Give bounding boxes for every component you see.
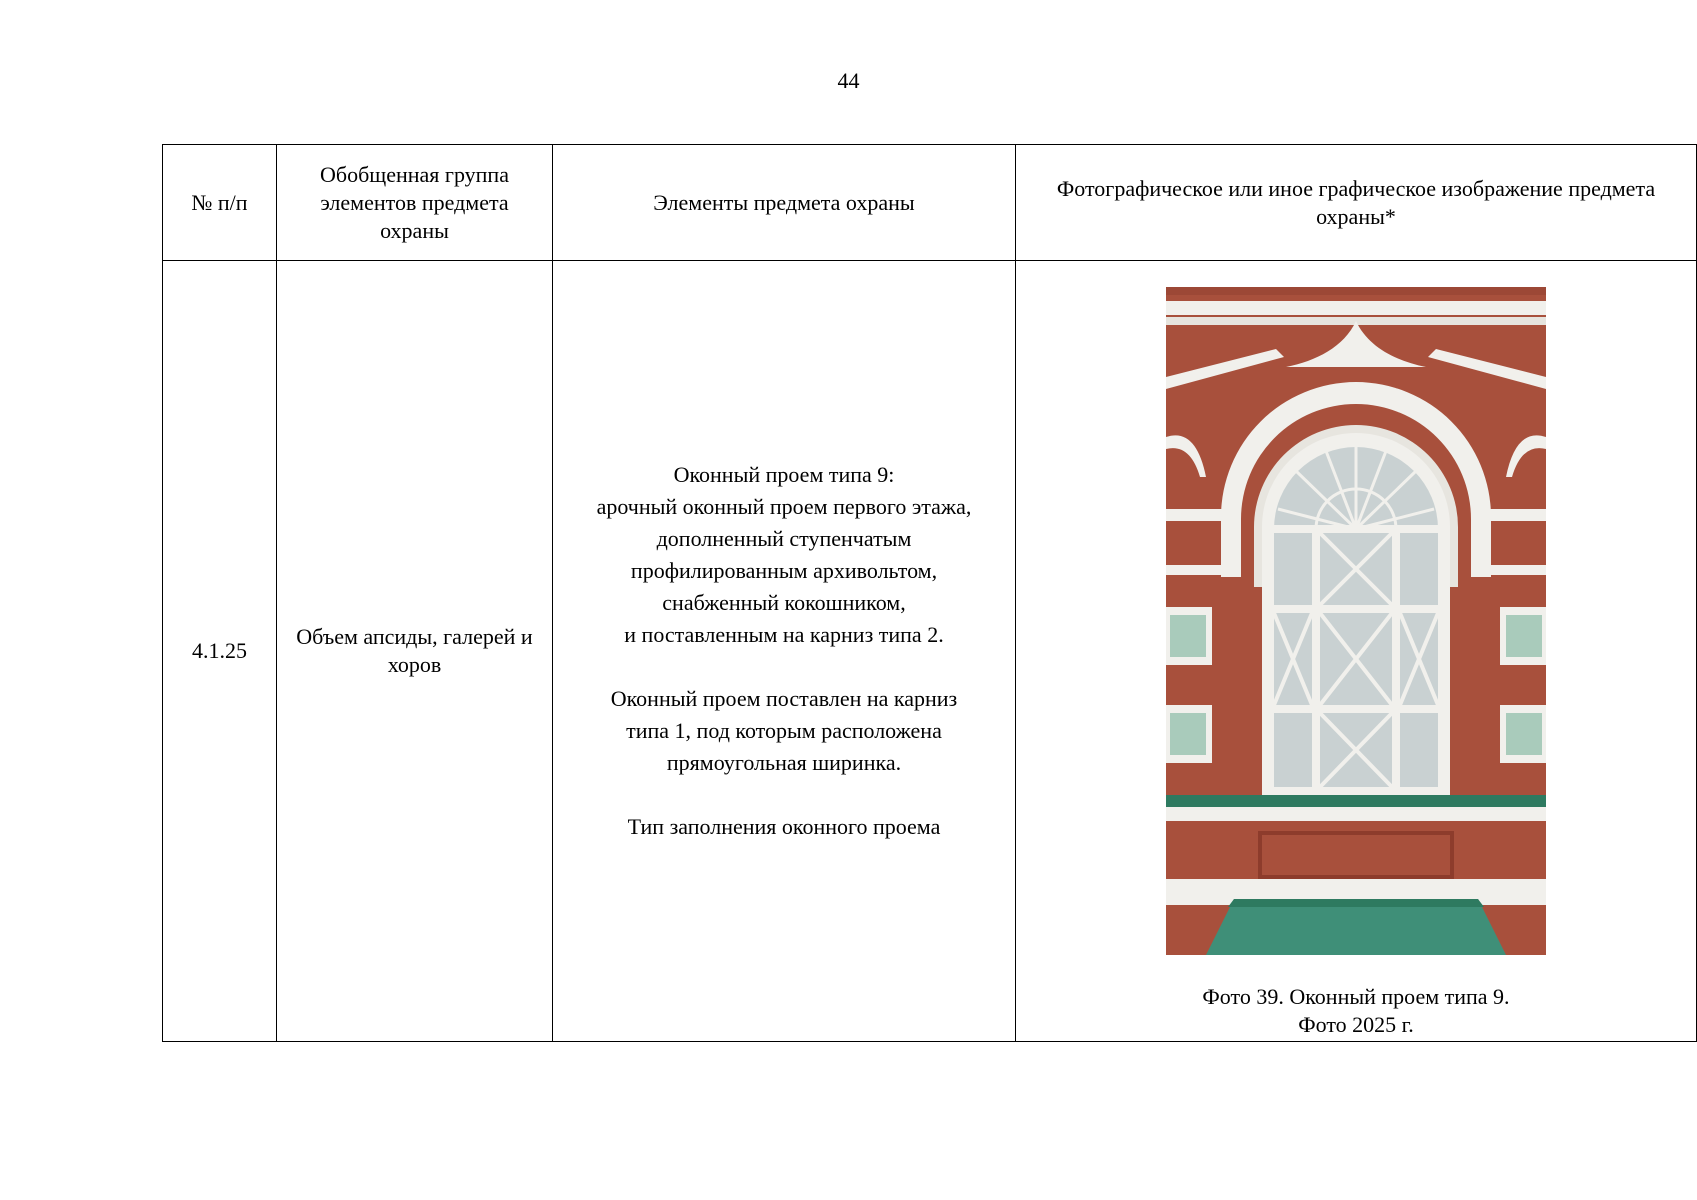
page-number: 44	[837, 68, 860, 93]
row-photo-cell	[1016, 261, 1697, 1042]
row-group: Объем апсиды, галерей и хоров	[277, 261, 553, 1042]
photo-caption-line2: Фото 2025 г.	[1298, 1012, 1414, 1037]
photo-caption	[1024, 983, 1688, 1039]
header-num: № п/п	[163, 145, 277, 261]
window-photo	[1166, 287, 1546, 955]
row-elements-text: Оконный проем типа 9: арочный оконный проем первого этажа, дополненный ступенчатым профилированным архивольтом, снабженный кокошником, и поставленным на карниз типа 2. Оконный проем поставлен на карниз типа 1, под которым расположена прямоугольная ширинка. Тип заполнения оконного проема	[596, 462, 972, 839]
header-elements: Элементы предмета охраны	[553, 145, 1016, 261]
header-group: Обобщенная группа элементов предмета охраны	[277, 145, 553, 261]
photo-caption-line1: Фото 39. Оконный проем типа 9.	[1202, 984, 1510, 1009]
row-elements	[553, 261, 1016, 1042]
table-row	[163, 261, 1697, 1042]
row-num: 4.1.25	[163, 261, 277, 1042]
protection-elements-table	[162, 144, 1697, 1042]
header-photo: Фотографическое или иное графическое изображение предмета охраны*	[1016, 145, 1697, 261]
table-header-row	[163, 145, 1697, 261]
